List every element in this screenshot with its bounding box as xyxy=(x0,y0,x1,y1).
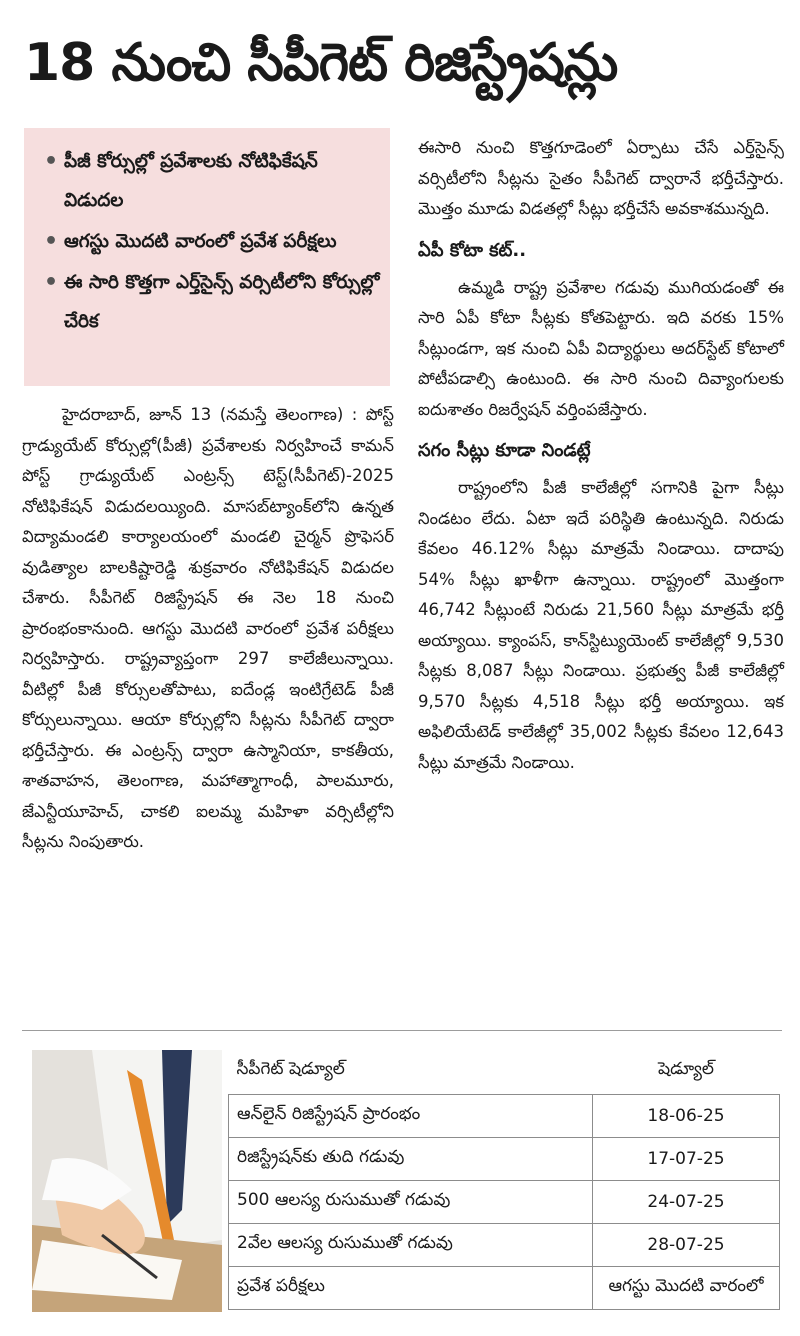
section-heading: ఏపీ కోటా కట్‌.. xyxy=(418,239,527,261)
section-body: ఉమ్మడి రాష్ట్ర ప్రవేశాల గడువు ముగియడంతో ఈ సారి ఏపీ కోటా సీట్లకు కోతపెట్టారు. ఇది వరకు 15% సీట్లుండగా, ఇక నుంచి ఏపీ విద్యార్థులు అదర్‌స్టేట్‌ కోటాలో పోటీపడాల్సి ఉంటుంది. ఈ సారి నుంచి దివ్యాంగులకు ఐదుశాతం రిజర్వేషన్‌ వర్తింపజేస్తారు. xyxy=(418,277,784,419)
schedule-event: 2వేల ఆలస్య రుసుముతో గడువు xyxy=(229,1224,593,1267)
schedule-event: ఆన్‌లైన్‌ రిజిస్ట్రేషన్‌ ప్రారంభం xyxy=(229,1095,593,1138)
highlight-item: • ఆగస్టు మొదటి వారంలో ప్రవేశ పరీక్షలు xyxy=(44,222,380,261)
schedule-header-row xyxy=(229,1050,780,1095)
schedule-title: సీపీగెట్‌ షెడ్యూల్‌ xyxy=(236,1059,345,1079)
schedule-row xyxy=(229,1224,780,1267)
student-writing-illustration xyxy=(32,1050,222,1312)
schedule-date: 24-07-25 xyxy=(593,1181,780,1224)
article-paragraph: హైదరాబాద్‌, జూన్‌ 13 (నమస్తే తెలంగాణ) : పోస్ట్‌ గ్రాడ్యుయేట్‌ కోర్సుల్లో(పీజీ) ప్రవేశాలకు నిర్వహించే కామన్‌ పోస్ట్‌ గ్రాడ్యుయేట్‌ ఎంట్రన్స్‌ టెస్ట్‌(సీపీగెట్‌)-2025 నోటిఫికేషన్‌ విడుదలయ్యింది. మాసబ్‌ట్యాంక్‌లోని ఉన్నత విద్యామండలి కార్యాలయంలో మండలి చైర్మన్‌ ప్రొఫెసర్‌ వుడిత్యాల బాలకిష్టారెడ్డి శుక్రవారం నోటిఫికేషన్‌ విడుదల చేశారు. సీపీగెట్‌ రిజిస్ట్రేషన్‌ ఈ నెల 18 నుంచి ప్రారంభంకానుంది. ఆగస్టు మొదటి వారంలో ప్రవేశ పరీక్షలు నిర్వహిస్తారు. రాష్ట్రవ్యాప్తంగా 297 కాలేజీలున్నాయి. వీటిల్లో పీజీ కోర్సులతోపాటు, ఐదేండ్ల ఇంటిగ్రేటెడ్‌ పీజీ కోర్సులున్నాయి. ఆయా కోర్సుల్లోని సీట్లను సీపీగెట్‌ ద్వారా భర్తీచేస్తారు. ఈ ఎంట్రన్స్‌ ద్వారా ఉస్మానియా, కాకతీయ, శాతవాహన, తెలంగాణ, మహాత్మాగాంధీ, పాలమూరు, జేఎన్టీయూహెచ్‌, చాకలి ఐలమ్మ మహిళా వర్సిటీల్లోని సీట్లను నింపుతారు. xyxy=(22,405,394,851)
schedule-row xyxy=(229,1138,780,1181)
headline: 18 నుంచి సీపీగెట్‌ రిజిస్ట్రేషన్లు xyxy=(24,33,618,93)
schedule-row xyxy=(229,1095,780,1138)
schedule-event: రిజిస్ట్రేషన్‌కు తుది గడువు xyxy=(229,1138,593,1181)
schedule-date: 28-07-25 xyxy=(593,1224,780,1267)
schedule-date: 18-06-25 xyxy=(593,1095,780,1138)
section-divider xyxy=(22,1030,782,1031)
article-left-column xyxy=(22,400,394,858)
schedule-date: 17-07-25 xyxy=(593,1138,780,1181)
highlights-list xyxy=(44,142,380,341)
schedule-event: 500 ఆలస్య రుసుముతో గడువు xyxy=(229,1181,593,1224)
highlights-box xyxy=(24,128,390,386)
schedule-date: ఆగస్టు మొదటి వారంలో xyxy=(593,1267,780,1310)
schedule-event: ప్రవేశ పరీక్షలు xyxy=(229,1267,593,1310)
schedule-column-header: షెడ్యూల్‌ xyxy=(658,1059,714,1079)
schedule-row xyxy=(229,1181,780,1224)
exam-photo xyxy=(32,1050,222,1312)
schedule-table xyxy=(228,1050,780,1310)
schedule-box xyxy=(22,1040,784,1324)
section-seats-unfilled xyxy=(418,437,784,778)
highlight-item: • పీజీ కోర్సుల్లో ప్రవేశాలకు నోటిఫికేషన్‌ విడుదల xyxy=(44,142,380,220)
section-heading: సగం సీట్లు కూడా నిండట్లే xyxy=(418,440,591,461)
article-paragraph: ఈసారి నుంచి కొత్తగూడెంలో ఏర్పాటు చేసే ఎర్త్‌సైన్స్‌ వర్సిటీలోని సీట్లను సైతం సీపీగెట్‌ ద్వారానే భర్తీచేస్తారు. మొత్తం మూడు విడతల్లో సీట్లు భర్తీచేసే అవకాశమున్నది. xyxy=(418,138,784,218)
highlight-item: • ఈ సారి కొత్తగా ఎర్త్‌సైన్స్‌ వర్సిటీలోని కోర్సుల్లో చేరిక xyxy=(44,263,380,341)
schedule-row xyxy=(229,1267,780,1310)
section-ap-quota xyxy=(418,237,784,426)
section-body: రాష్ట్రంలోని పీజీ కాలేజీల్లో సగానికి పైగా సీట్లు నిండటం లేదు. ఏటా ఇదే పరిస్థితి ఉంటున్నది. నిరుడు కేవలం 46.12% సీట్లు మాత్రమే నిండాయి. దాదాపు 54% సీట్లు ఖాళీగా ఉన్నాయి. రాష్ట్రంలో మొత్తంగా 46,742 సీట్లుంటే నిరుడు 21,560 సీట్లు మాత్రమే భర్తీ అయ్యాయి. క్యాంపస్‌, కాన్‌స్టిట్యుయెంట్‌ కాలేజీల్లో 9,530 సీట్లకు 8,087 సీట్లు నిండాయి. ప్రభుత్వ పీజీ కాలేజీల్లో 9,570 సీట్లకు 4,518 సీట్లు భర్తీ అయ్యాయి. ఇక అఫిలియేటెడ్‌ కాలేజీల్లో 35,002 సీట్లకు కేవలం 12,643 సీట్లు మాత్రమే నిండాయి. xyxy=(418,478,784,772)
article-right-column xyxy=(418,133,784,784)
